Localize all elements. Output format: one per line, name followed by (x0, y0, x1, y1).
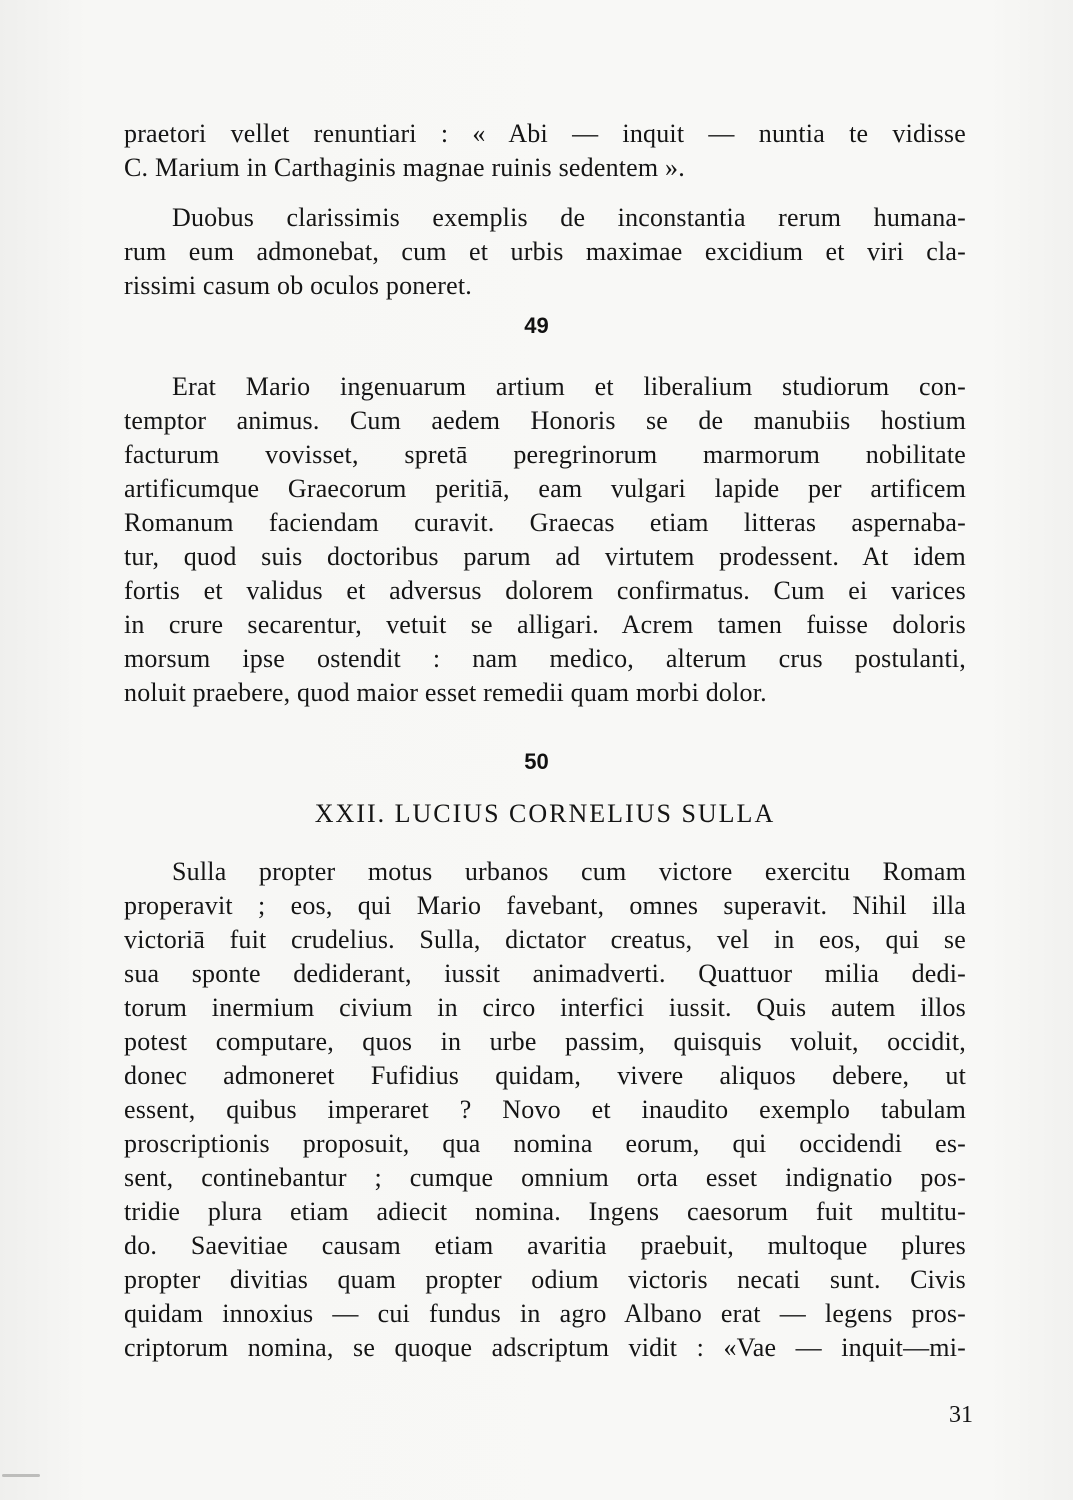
paragraph-49 (124, 370, 966, 710)
scan-mark (2, 1474, 40, 1477)
page-number: 31 (949, 1402, 973, 1428)
text-line: Sulla propter motus urbanos cum victore exercitu Romam (172, 857, 966, 886)
text-line: C. Marium in Carthaginis magnae ruinis sedentem ». (124, 153, 685, 182)
text-line: Romanum faciendam curavit. Graecas etiam litteras aspernaba- (124, 508, 966, 537)
text-line: fortis et validus et adversus dolorem confirmatus. Cum ei varices (124, 576, 966, 605)
intro-paragraph (124, 117, 966, 303)
text-line: tridie plura etiam adiecit nomina. Ingens caesorum fuit multitu- (124, 1197, 966, 1226)
chapter-heading: XXII. LUCIUS CORNELIUS SULLA (314, 799, 776, 828)
text-line: praetori vellet renuntiari : « Abi — inquit — nuntia te vidisse (124, 119, 966, 148)
text-line: facturum vovisset, spretā peregrinorum marmorum nobilitate (124, 440, 966, 469)
paragraph-50 (124, 855, 966, 1365)
text-line: proscriptionis proposuit, qua nomina eorum, qui occidendi es- (124, 1129, 966, 1158)
text-line: torum inermium civium in circo interfici iussit. Quis autem illos (124, 993, 966, 1022)
text-line: temptor animus. Cum aedem Honoris se de manubiis hostium (124, 406, 966, 435)
section-number-49: 49 (524, 313, 549, 338)
text-line: noluit praebere, quod maior esset remedii quam morbi dolor. (124, 678, 767, 707)
text-line: Erat Mario ingenuarum artium et liberalium studiorum con- (172, 372, 966, 401)
text-line: do. Saevitiae causam etiam avaritia praebuit, multoque plures (124, 1231, 966, 1260)
text-line: essent, quibus imperaret ? Novo et inaudito exemplo tabulam (124, 1095, 966, 1124)
text-line: propter divitias quam propter odium victoris necati sunt. Civis (124, 1265, 966, 1294)
text-line: rissimi casum ob oculos poneret. (124, 271, 472, 300)
text-line: properavit ; eos, qui Mario favebant, omnes superavit. Nihil illa (124, 891, 966, 920)
section-number-50: 50 (524, 749, 549, 774)
text-line: morsum ipse ostendit : nam medico, alterum crus postulanti, (124, 644, 966, 673)
text-line: victoriā fuit crudelius. Sulla, dictator creatus, vel in eos, qui se (124, 925, 966, 954)
text-line: sua sponte dediderant, iussit animadverti. Quattuor milia dedi- (124, 959, 966, 988)
text-line: quidam innoxius — cui fundus in agro Albano erat — legens pros- (124, 1299, 966, 1328)
text-line: criptorum nomina, se quoque adscriptum vidit : «Vae — inquit—mi- (124, 1333, 966, 1362)
text-line: potest computare, quos in urbe passim, quisquis voluit, occidit, (124, 1027, 966, 1056)
text-line: rum eum admonebat, cum et urbis maximae excidium et viri cla- (124, 237, 966, 266)
text-line: sent, continebantur ; cumque omnium orta esset indignatio pos- (124, 1163, 966, 1192)
text-line: donec admoneret Fufidius quidam, vivere aliquos debere, ut (124, 1061, 966, 1090)
text-line: tur, quod suis doctoribus parum ad virtutem prodessent. At idem (124, 542, 966, 571)
text-line: artificumque Graecorum peritiā, eam vulgari lapide per artificem (124, 474, 966, 503)
text-line: in crure secarentur, vetuit se alligari. Acrem tamen fuisse doloris (124, 610, 966, 639)
text-line: Duobus clarissimis exemplis de inconstantia rerum humana- (172, 203, 966, 232)
